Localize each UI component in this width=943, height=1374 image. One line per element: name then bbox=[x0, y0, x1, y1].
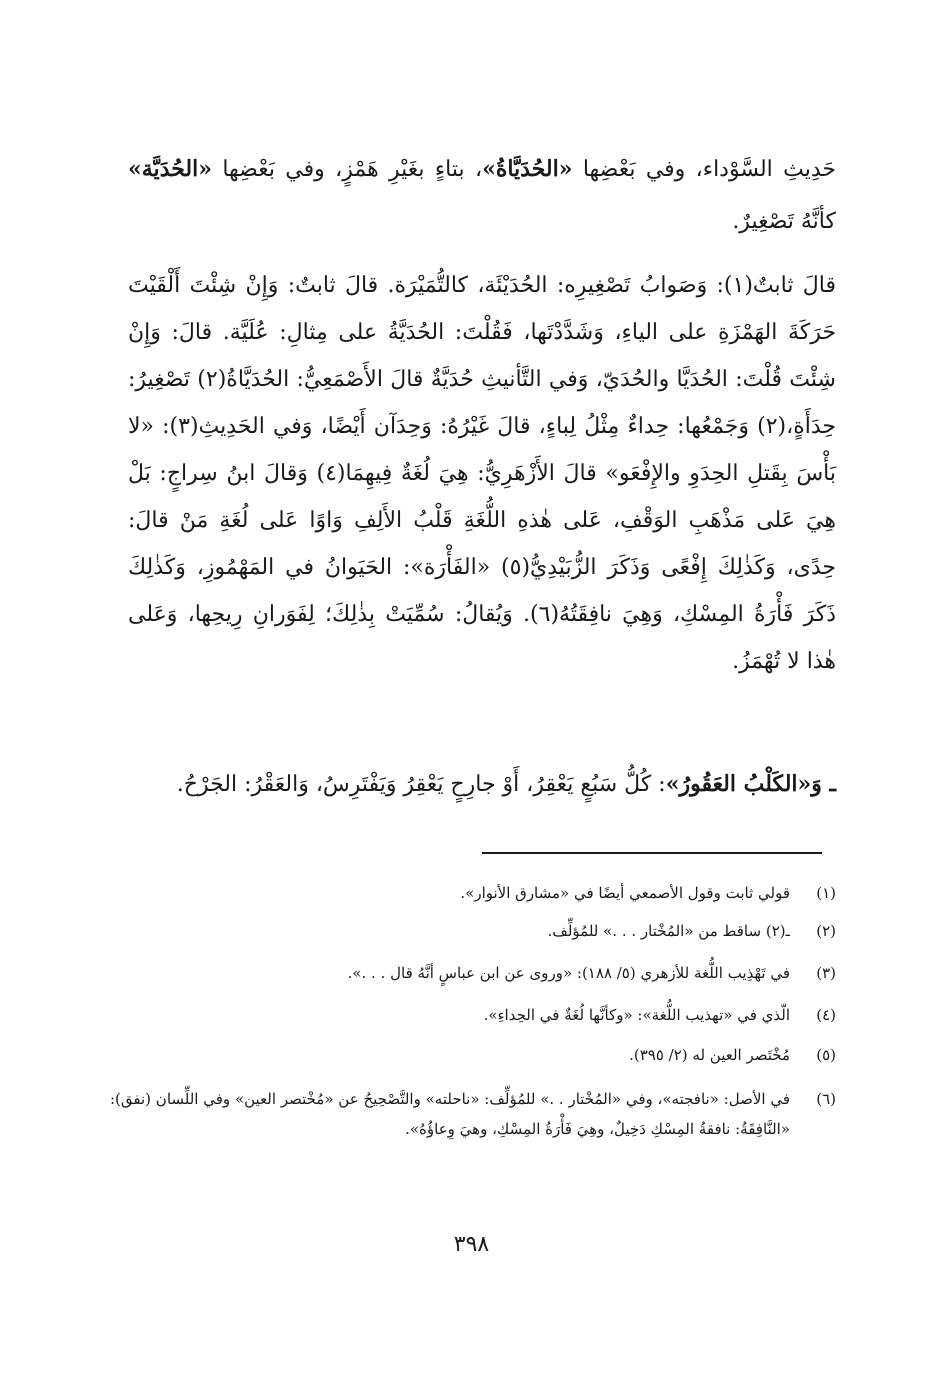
footnote-number: (٥) bbox=[816, 1046, 836, 1064]
footnote-1 bbox=[110, 878, 836, 908]
paragraph-2 bbox=[128, 262, 836, 685]
footnote-number: (٦) bbox=[816, 1090, 836, 1108]
footnote-separator bbox=[482, 852, 822, 854]
footnote-text: قولي ثابت وقول الأصمعي أيضًا في «مشارق الأنوار». bbox=[460, 884, 790, 902]
footnote-text: في تَهْذِيب اللُّغة للأزهري (٥/ ١٨٨): «وروى عن ابن عباسٍ أنَّهُ قال . . .». bbox=[347, 964, 790, 982]
paragraph-1-text-b: ، بتاءٍ بغَيْرِ هَمْزٍ، وفي بَعْضِها bbox=[211, 157, 483, 182]
footnote-number: (٢) bbox=[816, 922, 836, 940]
term-kalb-aqur: ـ وَ«الكَلْبُ العَقُورُ» bbox=[665, 771, 836, 797]
page-number: ٣٩٨ bbox=[453, 1232, 490, 1257]
footnote-6 bbox=[110, 1084, 836, 1144]
footnote-text: مُخْتَصر العين له (٢/ ٣٩٥). bbox=[629, 1046, 790, 1064]
footnote-5 bbox=[110, 1040, 836, 1070]
paragraph-3-text: : كُلُّ سَبُعٍ يَعْقِرُ، أَوْ جارِحٍ يَعْقِرُ وَيَفْتَرِسُ، وَالعَقْرُ: الجَرْحُ. bbox=[176, 772, 666, 797]
paragraph-1-text-a: حَدِيثِ السَّوْداء، وفي بَعْضِها bbox=[572, 157, 836, 182]
paragraph-1 bbox=[128, 143, 836, 248]
footnote-4 bbox=[110, 1000, 836, 1030]
footnote-number: (٣) bbox=[816, 964, 836, 982]
footnote-text: الّذي في «تهذيب اللُّغة»: «وكأنَّها لُغَةٌ في الحِداءِ». bbox=[483, 1006, 790, 1024]
paragraph-3 bbox=[128, 758, 836, 811]
paragraph-1-text-c: كأنَّهُ تَصْغِيرٌ. bbox=[732, 209, 836, 234]
paragraph-2-text: قالَ ثابتٌ(١): وَصَوابُ تَصْغِيرِه: الحُدَيْئَة، كالتُّمَيْرَة. قالَ ثابتٌ: وَإِنْ شِئْتَ أَلْقَيْتَ حَرَكَةَ الهَمْزَةِ على الياءِ، وَشَدَّدْتَها، فَقُلْتَ: الحُدَيَّةُ على مِثالِ: عُلَيَّة. قالَ: وَإِنْ شِئْتَ قُلْتَ: الحُدَيَّا والحُدَيّ، وَفي التَّأنيثِ حُدَيَّةٌ قالَ الأَصْمَعِيُّ: الحُدَيَّاةُ(٢) تَصْغِيرُ: حِدَأَةٍ،(٢) وَجَمْعُها: حِداءٌ مِثْلُ لِباءٍ، قالَ غَيْرُهُ: وَحِدَآن أَيْضًا، وَفي الحَدِيثِ(٣): «لا بَأْسَ بِقَتلِ الحِدَوِ والإِفْعَو» قالَ الأَزْهَرِيُّ: هِيَ لُغَةٌ فِيهِمَا(٤) وَقالَ ابنُ سِراجٍ: بَلْ هِيَ عَلى مَذْهَبِ الوَقْفِ، عَلى هٰذهِ اللُّغَةِ قَلْبُ الأَلِفِ وَاوًا عَلى لُغَةِ مَنْ قالَ: حِدًى، وَكَذٰلِكَ إِفْعًى وَذَكَرَ الزُّبَيْدِيُّ(٥) «الفَأْرَة»: الحَيَوانُ في المَهْمُوزِ، وَكَذٰلِكَ ذَكَرَ فَأْرَةُ المِسْكِ، وَهِيَ نافِقَتُهُ(٦). وَيُقالُ: سُمِّيَتْ بِذٰلِكَ؛ لِفَوَرانِ رِيحِها، وَعَلى هٰذا لا تُهْمَزُ. bbox=[128, 273, 836, 674]
footnote-text: في الأصل: «نافجته»، وفي «المُخْتار . .» للمُؤلِّف: «ناحلته» والتَّصْحِيحُ عن «مُخْتصر العين» وفي اللِّسان (نفق): «النَّافِقَةُ: نافقةُ المِسْكِ دَخِيلٌ، وهِيَ فَأْرَةُ المِسْكِ، وهيَ وِعاؤُهُ». bbox=[110, 1090, 790, 1138]
term-hudayyah: «الحُدَيَّاةُ» bbox=[482, 156, 573, 182]
term-hudayyah-2: «الحُدَيَّة» bbox=[128, 156, 212, 182]
footnote-2 bbox=[110, 916, 836, 946]
footnote-number: (٤) bbox=[816, 1006, 836, 1024]
footnote-3 bbox=[110, 958, 836, 988]
footnote-text: ـ(٢) ساقط من «المُخْتار . . .» للمُؤلِّف. bbox=[547, 922, 790, 940]
footnote-number: (١) bbox=[816, 884, 836, 902]
